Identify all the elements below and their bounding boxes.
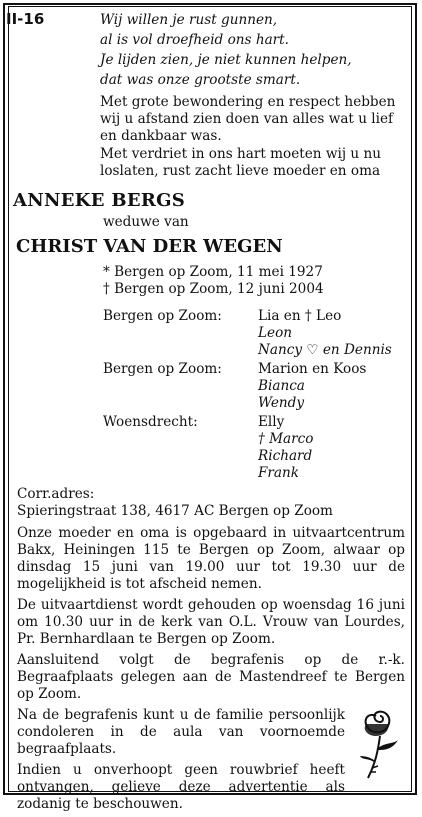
family-member: † Marco [258, 431, 314, 447]
corr-address: Spieringstraat 138, 4617 AC Bergen op Zoom [17, 503, 333, 519]
detail-paragraph: Onze moeder en oma is opgebaard in uitvaartcentrum Bakx, Heiningen 115 te Bergen op Zoom, alwaar op dinsdag 15 juni van 19.00 uur tot 19.30 uur de mogelijkheid is tot afscheid nemen. [17, 525, 405, 592]
family-member: Nancy ♡ en Dennis [258, 342, 392, 358]
intro-text [100, 94, 410, 181]
detail-paragraph: Na de begrafenis kunt u de familie persoonlijk condoleren in de aula van voornoemde begraafplaats. [17, 707, 345, 757]
deceased-name: ANNEKE BERGS [13, 190, 186, 211]
family-place: Woensdrecht: [103, 414, 198, 430]
spouse-name: CHRIST VAN DER WEGEN [16, 236, 283, 257]
family-list [103, 308, 392, 482]
widow-of-label: weduwe van [103, 214, 189, 230]
family-member: Leon [258, 325, 293, 341]
family-member: Wendy [258, 395, 305, 411]
family-member: Richard [258, 448, 313, 464]
poem-line: Je lijden zien, je niet kunnen helpen, [100, 52, 352, 68]
intro-paragraph: Met verdriet in ons hart moeten wij u nu loslaten, rust zacht lieve moeder en oma [100, 146, 381, 179]
detail-paragraph: De uitvaartdienst wordt gehouden op woensdag 16 juni om 10.30 uur in de kerk van O.L. Vrouw van Lourdes, Pr. Bernhardlaan te Bergen op Zoom. [17, 597, 405, 647]
family-place: Bergen op Zoom: [103, 361, 222, 377]
family-place: Bergen op Zoom: [103, 308, 222, 324]
detail-paragraph: Aansluitend volgt de begrafenis op de r.-k. Begraafplaats gelegen aan de Mastendreef te Bergen op Zoom. [17, 652, 405, 702]
corr-label: Corr.adres: [17, 486, 95, 502]
family-member: Frank [258, 465, 300, 481]
family-member: Lia en † Leo [258, 308, 342, 324]
detail-paragraph: Indien u onverhoopt geen rouwbrief heeft ontvangen, gelieve deze advertentie als zodanig te beschouwen. [17, 762, 345, 812]
family-member: Elly [258, 414, 285, 430]
poem-line: Wij willen je rust gunnen, [100, 12, 278, 28]
birth-date: * Bergen op Zoom, 11 mei 1927 [103, 264, 323, 280]
life-dates [103, 264, 324, 298]
family-row [103, 308, 392, 325]
family-member: Bianca [258, 378, 305, 394]
poem-line: al is vol droefheid ons hart. [100, 32, 289, 48]
archive-code: II-16 [6, 10, 45, 28]
funeral-details [17, 525, 405, 817]
poem [100, 10, 352, 90]
rose-icon [358, 706, 408, 782]
family-member: Marion en Koos [258, 361, 367, 377]
poem-line: dat was onze grootste smart. [100, 72, 301, 88]
correspondence-address [17, 486, 333, 520]
intro-paragraph: Met grote bewondering en respect hebben wij u afstand zien doen van alles wat u lief en dankbaar was. [100, 94, 396, 144]
family-row [103, 414, 392, 431]
death-date: † Bergen op Zoom, 12 juni 2004 [103, 281, 324, 297]
family-row [103, 361, 392, 378]
